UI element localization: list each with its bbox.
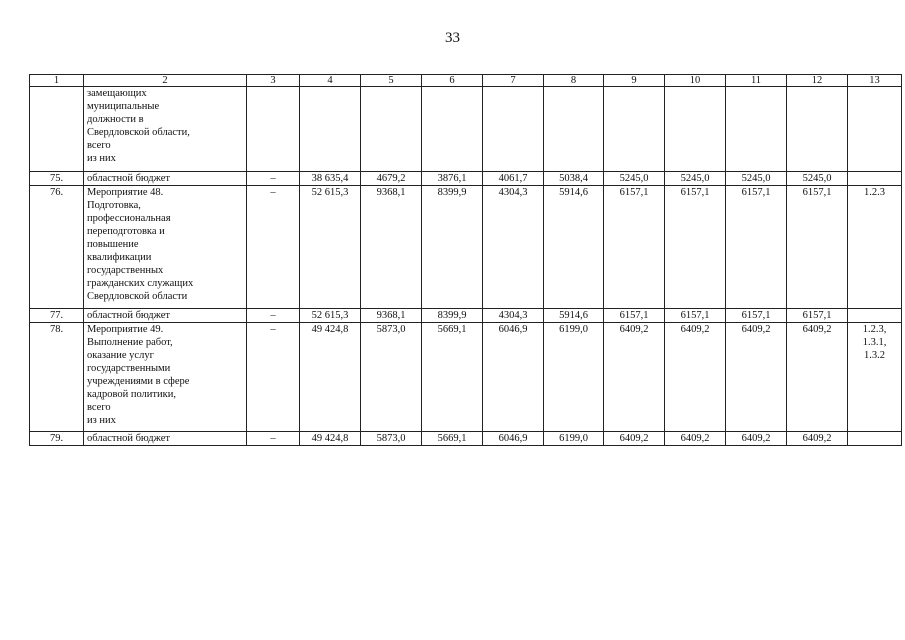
row-number: 76. [30,186,84,309]
row-value-col-6: 5669,1 [422,432,483,446]
row-name-line: муниципальные [87,101,160,112]
row-value-col-12: 6409,2 [787,432,848,446]
table-row [30,432,902,446]
row-dash [247,87,300,172]
row-name [84,432,247,446]
row-value-col-5: 9368,1 [361,186,422,309]
row-value-col-10: 6409,2 [665,323,726,432]
row-name-line: должности в [87,114,144,125]
row-reference [848,309,902,323]
row-value-col-8: 5914,6 [544,309,604,323]
table-row [30,172,902,186]
row-value-col-5: 5873,0 [361,323,422,432]
row-reference-line: 1.3.1, [862,337,887,348]
row-name-line: Подготовка, [87,200,141,211]
row-name-line: переподготовка и [87,226,165,237]
row-name-line: из них [87,153,116,164]
row-value-col-7: 6046,9 [483,323,544,432]
row-number: 78. [30,323,84,432]
column-header-5: 5 [361,75,422,87]
row-value-col-9: 6157,1 [604,309,665,323]
row-value-col-4: 52 615,3 [300,186,361,309]
row-name-line: всего [87,140,111,151]
row-value-col-6: 3876,1 [422,172,483,186]
column-number-row [30,75,902,87]
row-value-col-5: 5873,0 [361,432,422,446]
row-value-col-6: 8399,9 [422,309,483,323]
row-name-line: профессиональная [87,213,171,224]
row-value-col-12: 5245,0 [787,172,848,186]
row-dash: – [247,323,300,432]
row-reference-line: 1.2.3, [862,324,887,335]
row-dash: – [247,432,300,446]
row-value-col-9: 5245,0 [604,172,665,186]
row-dash: – [247,172,300,186]
row-name-line: государственными [87,363,171,374]
table-row [30,309,902,323]
row-value-col-11: 6157,1 [726,309,787,323]
row-value-col-4: 52 615,3 [300,309,361,323]
row-name [84,172,247,186]
row-value-col-9 [604,87,665,172]
row-value-col-4 [300,87,361,172]
row-value-col-11: 5245,0 [726,172,787,186]
row-value-col-12: 6409,2 [787,323,848,432]
row-reference [848,432,902,446]
row-value-col-10: 5245,0 [665,172,726,186]
row-name-line: областной бюджет [87,433,170,444]
row-reference [848,323,902,432]
column-header-7: 7 [483,75,544,87]
row-number [30,87,84,172]
page-number: 33 [445,30,460,46]
row-name-line: Свердловской области [87,291,188,302]
row-name-line: гражданских служащих [87,278,194,289]
column-header-8: 8 [544,75,604,87]
column-header-4: 4 [300,75,361,87]
row-value-col-7: 6046,9 [483,432,544,446]
row-value-col-12: 6157,1 [787,186,848,309]
column-header-11: 11 [726,75,787,87]
column-header-6: 6 [422,75,483,87]
row-value-col-8: 5914,6 [544,186,604,309]
row-value-col-5: 4679,2 [361,172,422,186]
table-body [30,75,902,446]
row-value-col-10: 6157,1 [665,309,726,323]
row-value-col-9: 6409,2 [604,323,665,432]
row-name [84,87,247,172]
row-number: 79. [30,432,84,446]
row-value-col-6: 8399,9 [422,186,483,309]
row-name-line: замещающих [87,88,147,99]
row-value-col-11: 6409,2 [726,432,787,446]
row-value-col-10 [665,87,726,172]
row-name-line: кадровой политики, [87,389,176,400]
row-value-col-7 [483,87,544,172]
row-name [84,186,247,309]
row-name-line: Свердловской области, [87,127,190,138]
row-name-line: Выполнение работ, [87,337,173,348]
table-row [30,87,902,172]
row-name-line: всего [87,402,111,413]
row-value-col-4: 49 424,8 [300,323,361,432]
row-name-line: оказание услуг [87,350,154,361]
row-value-col-5 [361,87,422,172]
row-reference-line: 1.2.3 [864,187,885,198]
row-dash: – [247,309,300,323]
row-name-line: учреждениями в сфере [87,376,190,387]
row-name [84,323,247,432]
row-name-line: Мероприятие 48. [87,187,164,198]
row-reference-line: 1.3.2 [864,350,885,361]
row-value-col-12: 6157,1 [787,309,848,323]
row-reference [848,87,902,172]
table-row [30,186,902,309]
row-value-col-7: 4304,3 [483,309,544,323]
row-name-line: повышение [87,239,139,250]
row-name-line: областной бюджет [87,310,170,321]
column-header-2: 2 [84,75,247,87]
row-value-col-8 [544,87,604,172]
row-value-col-8: 6199,0 [544,323,604,432]
row-value-col-7: 4061,7 [483,172,544,186]
column-header-9: 9 [604,75,665,87]
row-reference [848,186,902,309]
row-value-col-10: 6409,2 [665,432,726,446]
row-value-col-12 [787,87,848,172]
row-name-line: квалификации [87,252,152,263]
row-value-col-11: 6409,2 [726,323,787,432]
column-header-12: 12 [787,75,848,87]
row-number: 75. [30,172,84,186]
table-row [30,323,902,432]
row-value-col-11: 6157,1 [726,186,787,309]
row-value-col-9: 6157,1 [604,186,665,309]
row-dash: – [247,186,300,309]
column-header-10: 10 [665,75,726,87]
column-header-13: 13 [848,75,902,87]
column-header-1: 1 [30,75,84,87]
row-value-col-6 [422,87,483,172]
row-value-col-10: 6157,1 [665,186,726,309]
budget-table [29,74,902,446]
row-number: 77. [30,309,84,323]
row-value-col-11 [726,87,787,172]
row-value-col-9: 6409,2 [604,432,665,446]
row-name-line: из них [87,415,116,426]
row-value-col-5: 9368,1 [361,309,422,323]
row-value-col-8: 6199,0 [544,432,604,446]
row-value-col-4: 38 635,4 [300,172,361,186]
row-name [84,309,247,323]
row-name-line: государственных [87,265,164,276]
row-value-col-8: 5038,4 [544,172,604,186]
row-value-col-4: 49 424,8 [300,432,361,446]
row-value-col-6: 5669,1 [422,323,483,432]
column-header-3: 3 [247,75,300,87]
row-name-line: областной бюджет [87,173,170,184]
row-reference [848,172,902,186]
row-value-col-7: 4304,3 [483,186,544,309]
row-name-line: Мероприятие 49. [87,324,164,335]
